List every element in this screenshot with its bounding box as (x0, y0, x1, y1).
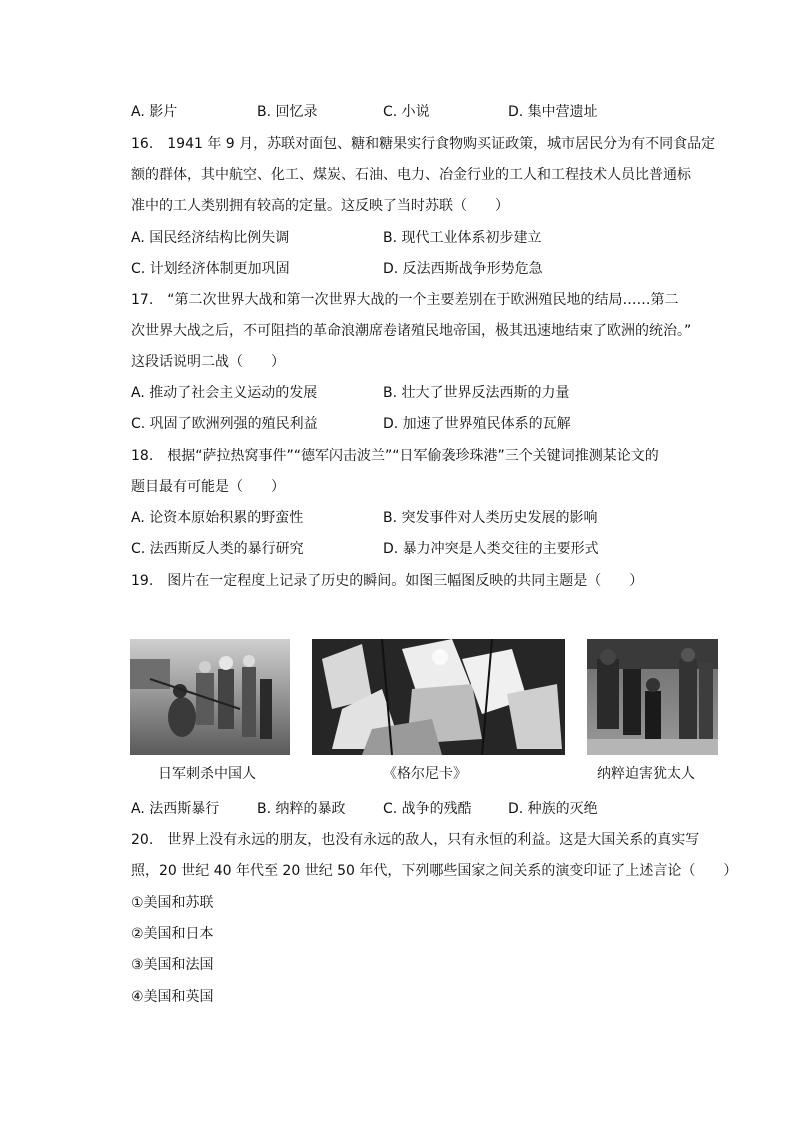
q17-option-d: D. 加速了世界殖民体系的瓦解 (383, 416, 571, 432)
q15-option-a: A. 影片 (131, 104, 178, 120)
caption-figure-2: 《格尔尼卡》 (383, 766, 467, 782)
q19-option-b: B. 纳粹的暴政 (257, 801, 346, 817)
q20-item-4: ④美国和英国 (131, 989, 214, 1005)
q18-option-b: B. 突发事件对人类历史发展的影响 (383, 510, 598, 526)
q16-option-c: C. 计划经济体制更加巩固 (131, 261, 290, 277)
q16-option-d: D. 反法西斯战争形势危急 (383, 261, 543, 277)
caption-figure-1: 日军刺杀中国人 (158, 766, 256, 782)
q18-line-1 (131, 446, 659, 466)
q19-option-c: C. 战争的残酷 (383, 801, 472, 817)
photo-nazi-persecution (587, 639, 718, 755)
photo-japanese-soldiers (130, 639, 290, 755)
q15-option-d: D. 集中营遗址 (508, 104, 598, 120)
q17-text-2: 次世界大战之后，不可阻挡的革命浪潮席卷诸殖民地帝国，极其迅速地结束了欧洲的统治。” (131, 323, 692, 339)
q19-line-1 (131, 571, 643, 591)
q16-option-a: A. 国民经济结构比例失调 (131, 230, 290, 246)
q16-line-1 (131, 134, 715, 154)
q18-text-1: 根据“萨拉热窝事件”“德军闪击波兰”“日军偷袭珍珠港”三个关键词推测某论文的 (167, 448, 659, 464)
q17-option-a: A. 推动了社会主义运动的发展 (131, 385, 318, 401)
q16-text-1: 1941 年 9 月，苏联对面包、糖和糖果实行食物购买证政策，城市居民分为有不同食品定 (167, 136, 716, 152)
q20-item-3: ③美国和法国 (131, 957, 214, 973)
q20-item-1: ①美国和苏联 (131, 895, 214, 911)
q20-text-2: 照，20 世纪 40 年代至 20 世纪 50 年代，下列哪些国家之间关系的演变印证了上述言论（ ） (131, 863, 738, 879)
q19-number: 19. (131, 573, 154, 589)
q20-item-2: ②美国和日本 (131, 926, 214, 942)
q18-number: 18. (131, 448, 154, 464)
q20-number: 20. (131, 832, 154, 848)
q17-text-3: 这段话说明二战（ ） (131, 354, 285, 370)
q16-text-2: 额的群体，其中航空、化工、煤炭、石油、电力、冶金行业的工人和工程技术人员比普通标 (131, 167, 691, 183)
q16-option-b: B. 现代工业体系初步建立 (383, 230, 542, 246)
q18-option-c: C. 法西斯反人类的暴行研究 (131, 541, 304, 557)
q19-option-d: D. 种族的灭绝 (508, 801, 598, 817)
q17-number: 17. (131, 292, 154, 308)
q15-option-c: C. 小说 (383, 104, 430, 120)
q17-option-c: C. 巩固了欧洲列强的殖民利益 (131, 416, 318, 432)
painting-guernica (312, 639, 565, 755)
q16-text-3: 准中的工人类别拥有较高的定量。这反映了当时苏联（ ） (131, 198, 509, 214)
q20-text-1: 世界上没有永远的朋友，也没有永远的敌人，只有永恒的利益。这是大国关系的真实写 (167, 832, 700, 848)
q17-text-1: “第二次世界大战和第一次世界大战的一个主要差别在于欧洲殖民地的结局……第二 (167, 292, 679, 308)
q18-text-2: 题目最有可能是（ ） (131, 479, 285, 495)
q19-option-a: A. 法西斯暴行 (131, 801, 220, 817)
q16-number: 16. (131, 136, 154, 152)
q20-line-1 (131, 830, 699, 850)
q18-option-a: A. 论资本原始积累的野蛮性 (131, 510, 304, 526)
q17-line-1 (131, 290, 679, 310)
caption-figure-3: 纳粹迫害犹太人 (597, 766, 695, 782)
q17-option-b: B. 壮大了世界反法西斯的力量 (383, 385, 570, 401)
q19-text-1: 图片在一定程度上记录了历史的瞬间。如图三幅图反映的共同主题是（ ） (167, 573, 644, 589)
q15-option-b: B. 回忆录 (257, 104, 318, 120)
q18-option-d: D. 暴力冲突是人类交往的主要形式 (383, 541, 599, 557)
